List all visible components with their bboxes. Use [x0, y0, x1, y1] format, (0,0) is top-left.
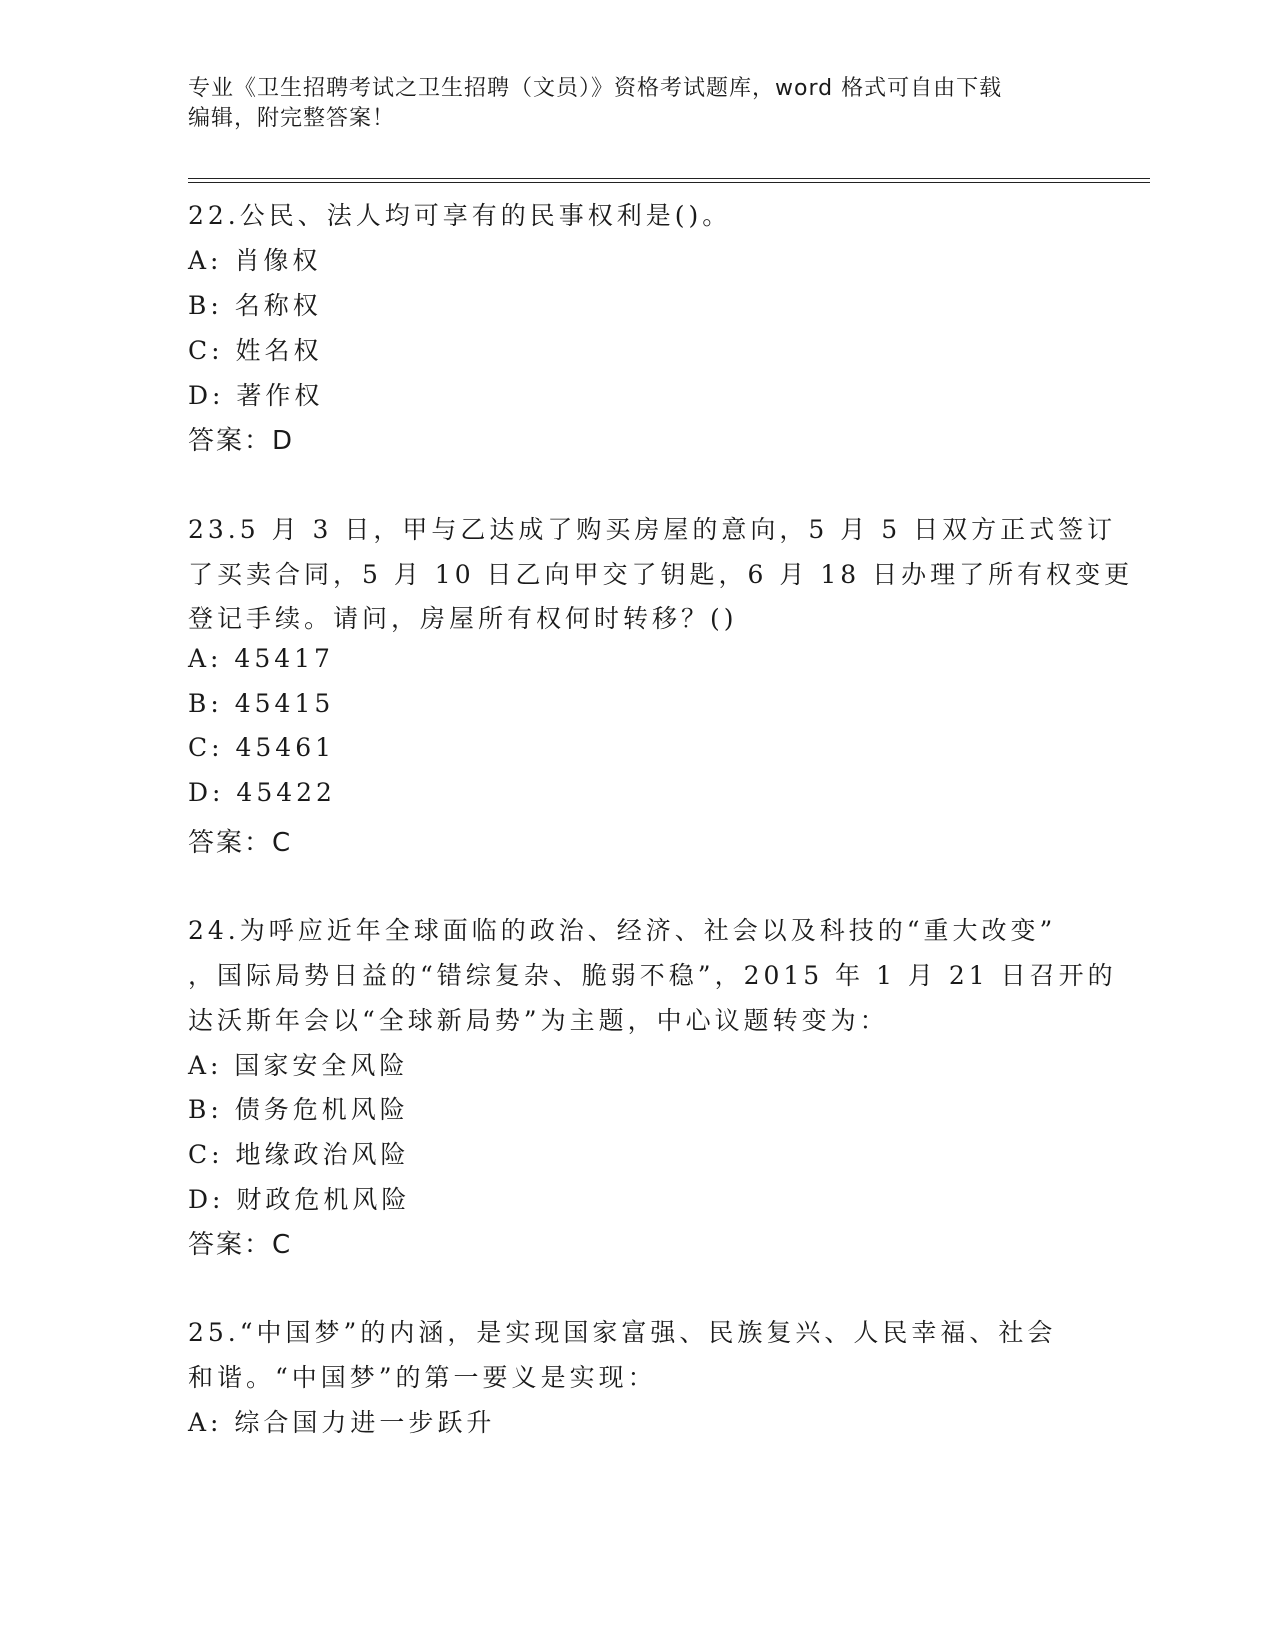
header-divider-bottom [188, 182, 1150, 183]
question-22-option-d: D: 著作权 [188, 381, 324, 410]
question-23-option-c: C: 45461 [188, 733, 336, 762]
question-24-option-d: D: 财政危机风险 [188, 1185, 411, 1214]
header-divider-top [188, 178, 1150, 179]
question-23-answer: 答案：C [188, 828, 293, 858]
question-22-option-c: C: 姓名权 [188, 336, 323, 365]
question-24-stem-line-1: 24.为呼应近年全球面临的政治、经济、社会以及科技的“重大改变” [188, 916, 1057, 945]
question-22-answer: 答案：D [188, 426, 295, 456]
document-header [188, 74, 1088, 134]
question-23-option-a: A: 45417 [188, 644, 334, 673]
question-24-option-c: C: 地缘政治风险 [188, 1140, 410, 1169]
question-22-option-a: A: 肖像权 [188, 246, 322, 275]
question-23-option-d: D: 45422 [188, 778, 336, 807]
question-24-answer: 答案：C [188, 1230, 293, 1260]
question-25-stem-line-1: 25.“中国梦”的内涵，是实现国家富强、民族复兴、人民幸福、社会 [188, 1318, 1057, 1347]
question-25-option-a: A: 综合国力进一步跃升 [188, 1408, 496, 1437]
question-23-stem-line-3: 登记手续。请问，房屋所有权何时转移？() [188, 604, 738, 633]
question-22-stem-line-1: 22.公民、法人均可享有的民事权利是()。 [188, 201, 732, 230]
question-23-stem-line-1: 23.5 月 3 日，甲与乙达成了购买房屋的意向，5 月 5 日双方正式签订 [188, 515, 1117, 544]
question-24-option-b: B: 债务危机风险 [188, 1095, 409, 1124]
question-24-stem-line-3: 达沃斯年会以“全球新局势”为主题，中心议题转变为： [188, 1006, 889, 1035]
question-25-stem-line-2: 和谐。“中国梦”的第一要义是实现： [188, 1363, 657, 1392]
question-23-option-b: B: 45415 [188, 689, 335, 718]
question-24-option-a: A: 国家安全风险 [188, 1051, 409, 1080]
question-24-stem-line-2: ，国际局势日益的“错综复杂、脆弱不稳”，2015 年 1 月 21 日召开的 [188, 961, 1117, 990]
header-line-2: 编辑，附完整答案！ [188, 106, 396, 131]
question-23-stem-line-2: 了买卖合同，5 月 10 日乙向甲交了钥匙，6 月 18 日办理了所有权变更 [188, 560, 1134, 589]
header-line-1: 专业《卫生招聘考试之卫生招聘（文员）》资格考试题库，word 格式可自由下载 [188, 76, 1003, 101]
question-22-option-b: B: 名称权 [188, 291, 322, 320]
